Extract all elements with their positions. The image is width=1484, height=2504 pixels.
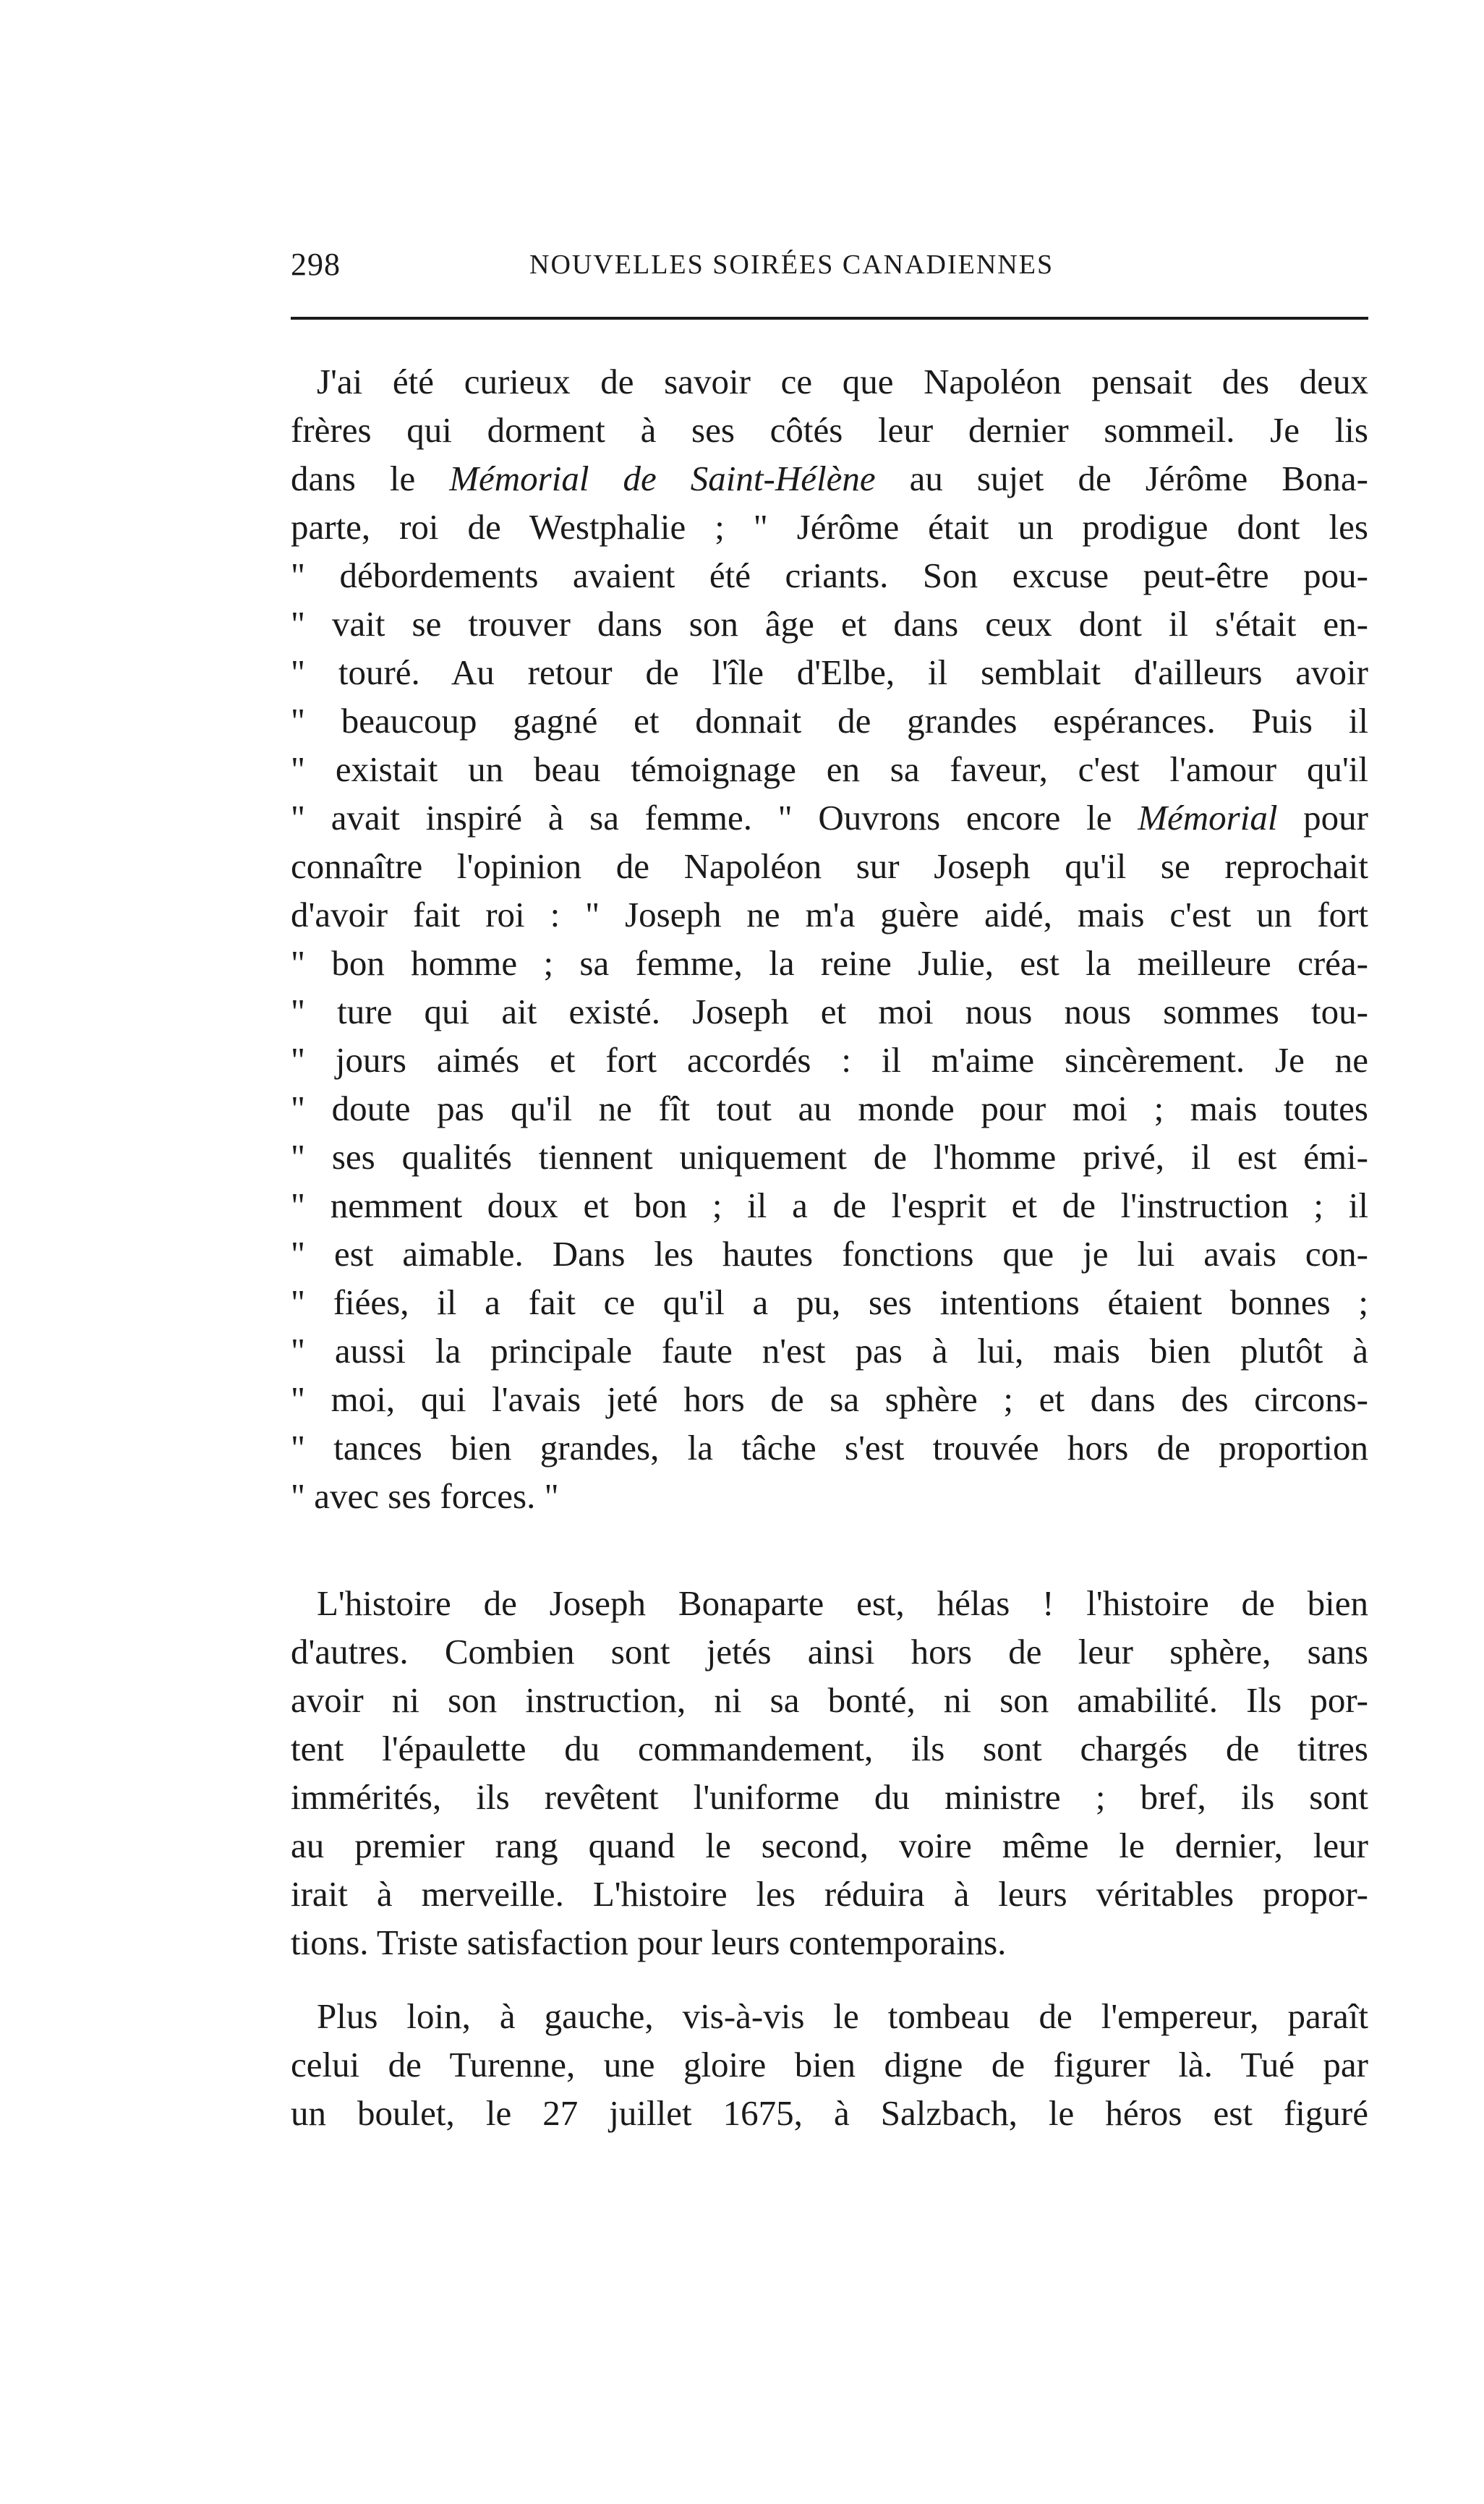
text-line: " avait inspiré à sa femme. " Ouvrons encore le Mémorial pour <box>291 798 1368 838</box>
text-line: J'ai été curieux de savoir ce que Napoléon pensait des deux <box>317 362 1368 401</box>
text-line: " existait un beau témoignage en sa faveur, c'est l'amour qu'il <box>291 749 1368 789</box>
text-line: Plus loin, à gauche, vis-à-vis le tombeau de l'empereur, paraît <box>317 1996 1368 2036</box>
text-line: tions. Triste satisfaction pour leurs contemporains. <box>291 1922 1007 1962</box>
text-line: au premier rang quand le second, voire même le dernier, leur <box>291 1826 1368 1865</box>
book-title: Mémorial <box>1138 798 1278 838</box>
text-line: d'avoir fait roi : " Joseph ne m'a guère aidé, mais c'est un fort <box>291 895 1368 934</box>
text-line: L'histoire de Joseph Bonaparte est, hélas ! l'histoire de bien <box>317 1583 1368 1623</box>
text-line: frères qui dorment à ses côtés leur dernier sommeil. Je lis <box>291 410 1368 450</box>
paragraph-turenne <box>291 1992 1368 2137</box>
text-line: " vait se trouver dans son âge et dans ceux dont il s'était en- <box>291 604 1368 644</box>
text-line: connaître l'opinion de Napoléon sur Joseph qu'il se reprochait <box>291 846 1368 886</box>
text-line: " débordements avaient été criants. Son excuse peut-être pou- <box>291 555 1368 595</box>
text-line: un boulet, le 27 juillet 1675, à Salzbach, le héros est figuré <box>291 2093 1368 2133</box>
text-line: " avec ses forces. " <box>291 1476 559 1516</box>
text-line: dans le Mémorial de Saint-Hélène au sujet de Jérôme Bona- <box>291 459 1368 498</box>
text-line: immérités, ils revêtent l'uniforme du ministre ; bref, ils sont <box>291 1777 1368 1817</box>
text-line: " tances bien grandes, la tâche s'est trouvée hors de proportion <box>291 1428 1368 1468</box>
text-line: celui de Turenne, une gloire bien digne de figurer là. Tué par <box>291 2045 1368 2084</box>
text-line: " touré. Au retour de l'île d'Elbe, il semblait d'ailleurs avoir <box>291 652 1368 692</box>
running-head <box>291 246 1368 289</box>
page-number: 298 <box>291 247 341 282</box>
text-line: " jours aimés et fort accordés : il m'aime sincèrement. Je ne <box>291 1040 1368 1080</box>
paragraph-joseph-bonaparte <box>291 1579 1368 1967</box>
paragraph-napoleon-brothers <box>291 357 1368 1520</box>
text-line: " nemment doux et bon ; il a de l'esprit et de l'instruction ; il <box>291 1185 1368 1225</box>
text-line: tent l'épaulette du commandement, ils sont chargés de titres <box>291 1729 1368 1768</box>
text-line: d'autres. Combien sont jetés ainsi hors de leur sphère, sans <box>291 1632 1368 1672</box>
text-line: irait à merveille. L'histoire les réduira à leurs véritables propor- <box>291 1874 1368 1914</box>
text-line: " beaucoup gagné et donnait de grandes espérances. Puis il <box>291 701 1368 741</box>
text-line: " ses qualités tiennent uniquement de l'homme privé, il est émi- <box>291 1137 1368 1177</box>
text-line: " doute pas qu'il ne fît tout au monde pour moi ; mais toutes <box>291 1089 1368 1128</box>
text-line: " est aimable. Dans les hautes fonctions que je lui avais con- <box>291 1234 1368 1274</box>
running-title: NOUVELLES SOIRÉES CANADIENNES <box>529 250 1054 280</box>
header-rule <box>291 317 1368 320</box>
text-line: parte, roi de Westphalie ; " Jérôme était un prodigue dont les <box>291 507 1368 547</box>
text-line: " ture qui ait existé. Joseph et moi nous nous sommes tou- <box>291 992 1368 1031</box>
text-line: " moi, qui l'avais jeté hors de sa sphère ; et dans des circons- <box>291 1379 1368 1419</box>
book-title: Mémorial de Saint-Hélène <box>449 459 876 498</box>
text-line: " aussi la principale faute n'est pas à lui, mais bien plutôt à <box>291 1331 1368 1371</box>
text-line: " bon homme ; sa femme, la reine Julie, est la meilleure créa- <box>291 943 1368 983</box>
text-line: " fiées, il a fait ce qu'il a pu, ses intentions étaient bonnes ; <box>291 1282 1368 1322</box>
text-line: avoir ni son instruction, ni sa bonté, ni son amabilité. Ils por- <box>291 1680 1368 1720</box>
